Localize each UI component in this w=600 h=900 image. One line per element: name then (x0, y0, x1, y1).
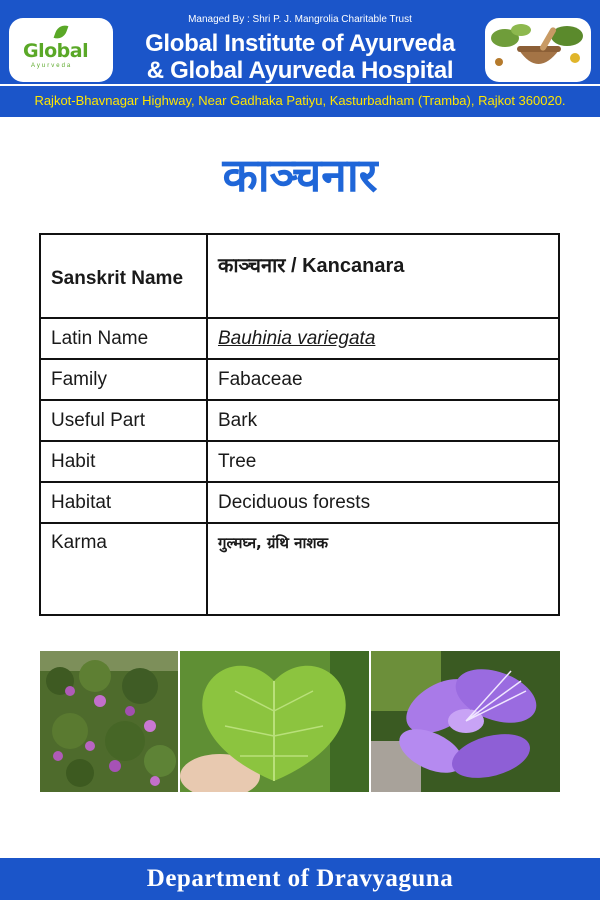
row-value-karma (207, 523, 559, 615)
table-row (40, 482, 559, 523)
table-row (40, 318, 559, 359)
department-name: Department of Dravyaguna (146, 865, 454, 892)
row-value-family: Fabaceae (207, 359, 559, 400)
row-value-latin-name (207, 318, 559, 359)
row-label-latin-name: Latin Name (40, 318, 207, 359)
row-label-useful-part: Useful Part (40, 400, 207, 441)
page-title: काञ्चनार (222, 148, 378, 202)
footer-banner (0, 858, 600, 900)
table-row (40, 400, 559, 441)
row-value-habit: Tree (207, 441, 559, 482)
address-text: Rajkot-Bhavnagar Highway, Near Gadhaka Patiyu, Kasturbadham (Tramba), Rajkot 360020. (34, 93, 566, 108)
header-banner (0, 0, 600, 117)
institute-name-line2: & Global Ayurveda Hospital (146, 57, 454, 84)
logo-text: Global (23, 40, 89, 62)
row-label-karma: Karma (40, 523, 207, 615)
managed-by-text: Managed By : Shri P. J. Mangrolia Charitable Trust (188, 14, 412, 25)
mortar-herbs-image (485, 18, 591, 82)
karma-text: गुल्मघ्न, ग्रंथि नाशक (218, 534, 329, 552)
tree-photo (40, 651, 178, 792)
table-row (40, 359, 559, 400)
table-row (40, 234, 559, 318)
row-value-useful-part: Bark (207, 400, 559, 441)
table-row (40, 523, 559, 615)
row-value-sanskrit-name: काञ्चनार / Kancanara (207, 234, 559, 318)
leaf-photo (180, 651, 369, 792)
institute-name-line1: Global Institute of Ayurveda (145, 30, 455, 57)
table-row (40, 441, 559, 482)
row-label-habitat: Habitat (40, 482, 207, 523)
row-label-sanskrit-name: Sanskrit Name (40, 234, 207, 318)
herb-info-table (39, 233, 560, 616)
logo-subtext: Ayurveda (31, 63, 73, 69)
row-label-habit: Habit (40, 441, 207, 482)
row-value-habitat: Deciduous forests (207, 482, 559, 523)
latin-name-text: Bauhinia variegata (218, 327, 376, 349)
flower-photo (371, 651, 560, 792)
row-label-family: Family (40, 359, 207, 400)
